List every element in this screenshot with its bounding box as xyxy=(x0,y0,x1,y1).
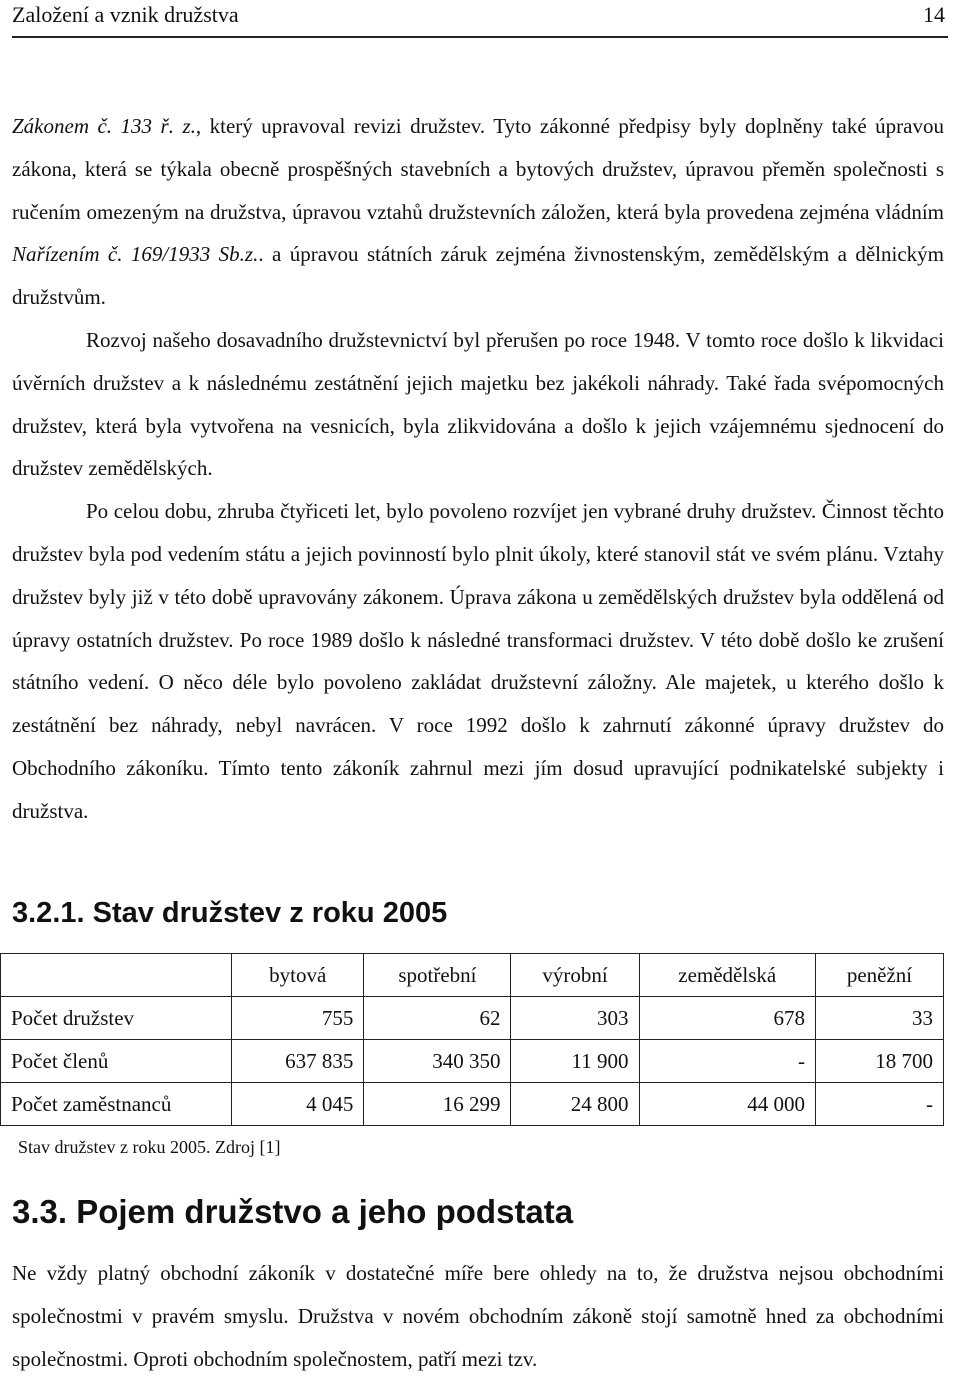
table-row-label: Počet členů xyxy=(1,1040,232,1083)
table-cell: 303 xyxy=(511,997,639,1040)
table-cell: - xyxy=(639,1040,815,1083)
table-header-cell: spotřební xyxy=(364,954,511,997)
table-cell: 24 800 xyxy=(511,1083,639,1126)
table-row xyxy=(1,1040,944,1083)
table-header-cell: peněžní xyxy=(815,954,943,997)
table-caption: Stav družstev z roku 2005. Zdroj [1] xyxy=(18,1137,281,1157)
table-header-cell: bytová xyxy=(232,954,364,997)
page-header xyxy=(12,0,948,38)
paragraph-3: Po celou dobu, zhruba čtyřiceti let, bylo povoleno rozvíjet jen vybrané druhy družstev. Činnost těchto družstev byla pod vedením státu a jejich povinností bylo plnit úkoly, které stanovil stát ve svém plánu. Vztahy družstev byly již v této době upravovány zákonem. Úprava zákona u zemědělských družstev byla oddělená od úpravy ostatních družstev. Po roce 1989 došlo k následné transformaci družstev. V této době došlo ke zrušení státního vedení. O něco déle bylo povoleno zakládat družstevní záložny. Ale majetek, u kterého došlo k zestátnění bez náhrady, nebyl navrácen. V roce 1992 došlo k zahrnutí zákonné úpravy družstev do Obchodního zákoníku. Tímto tento zákoník zahrnul mezi jím dosud upravující podnikatelské subjekty i družstva. xyxy=(12,499,944,823)
table-header-cell: zemědělská xyxy=(639,954,815,997)
decree-reference: Nařízením č. 169/1933 Sb.z. xyxy=(12,242,259,267)
table-header-row xyxy=(1,954,944,997)
table-header-cell: výrobní xyxy=(511,954,639,997)
paragraph-1 xyxy=(12,105,944,319)
table-cell: 33 xyxy=(815,997,943,1040)
table-row xyxy=(1,997,944,1040)
table-row xyxy=(1,1083,944,1126)
page-number: 14 xyxy=(923,2,945,27)
paragraph-2: Rozvoj našeho dosavadního družstevnictví byl přerušen po roce 1948. V tomto roce došlo k likvidaci úvěrních družstev a k následnému zestátnění jejich majetku bez jakékoli náhrady. Také řada svépomocných družstev, která byla vytvořena na vesnicích, byla zlikvidována a došlo k jejich vzájemnému sjednocení do družstev zemědělských. xyxy=(12,327,944,481)
table-cell: 4 045 xyxy=(232,1083,364,1126)
paragraph-1-text: , který upravoval revizi družstev. Tyto zákonné předpisy byly doplněny také úpravou zákona, která se týkala obecně prospěšných stavebních a bytových družstev, úpravou přeměn společnosti s ručením omezeným na družstva, úpravou vztahů družstevních záložen, která byla provedena zejména vládním xyxy=(12,114,944,224)
table-cell: 678 xyxy=(639,997,815,1040)
section-heading-3-3: 3.3. Pojem družstvo a jeho podstata xyxy=(12,1193,574,1230)
table-row-label: Počet zaměstnanců xyxy=(1,1083,232,1126)
paragraph-1-tail: . a úpravou státních záruk zejména živnostenským, zemědělským a dělnickým družstvům. xyxy=(12,242,944,310)
section-heading-3-2-1: 3.2.1. Stav družstev z roku 2005 xyxy=(12,897,448,929)
cooperatives-table xyxy=(0,953,944,1126)
table-cell: 44 000 xyxy=(639,1083,815,1126)
table-cell: 11 900 xyxy=(511,1040,639,1083)
law-reference: Zákonem č. 133 ř. z. xyxy=(12,114,196,138)
running-title: Založení a vznik družstva xyxy=(12,2,239,27)
table-cell: - xyxy=(815,1083,943,1126)
table-cell: 340 350 xyxy=(364,1040,511,1083)
table-cell: 637 835 xyxy=(232,1040,364,1083)
table-cell: 755 xyxy=(232,997,364,1040)
table-cell: 62 xyxy=(364,997,511,1040)
paragraph-4: Ne vždy platný obchodní zákoník v dostatečné míře bere ohledy na to, že družstva nejsou obchodními společnostmi v pravém smyslu. Družstva v novém obchodním zákoně stojí samotně hned za obchodními společnostmi. Oproti obchodním společnostem, patří mezi tzv. xyxy=(12,1261,944,1371)
table-cell: 18 700 xyxy=(815,1040,943,1083)
table-header-cell xyxy=(1,954,232,997)
body-text-2 xyxy=(12,1252,944,1380)
table-cell: 16 299 xyxy=(364,1083,511,1126)
table-row-label: Počet družstev xyxy=(1,997,232,1040)
body-text xyxy=(12,105,944,833)
